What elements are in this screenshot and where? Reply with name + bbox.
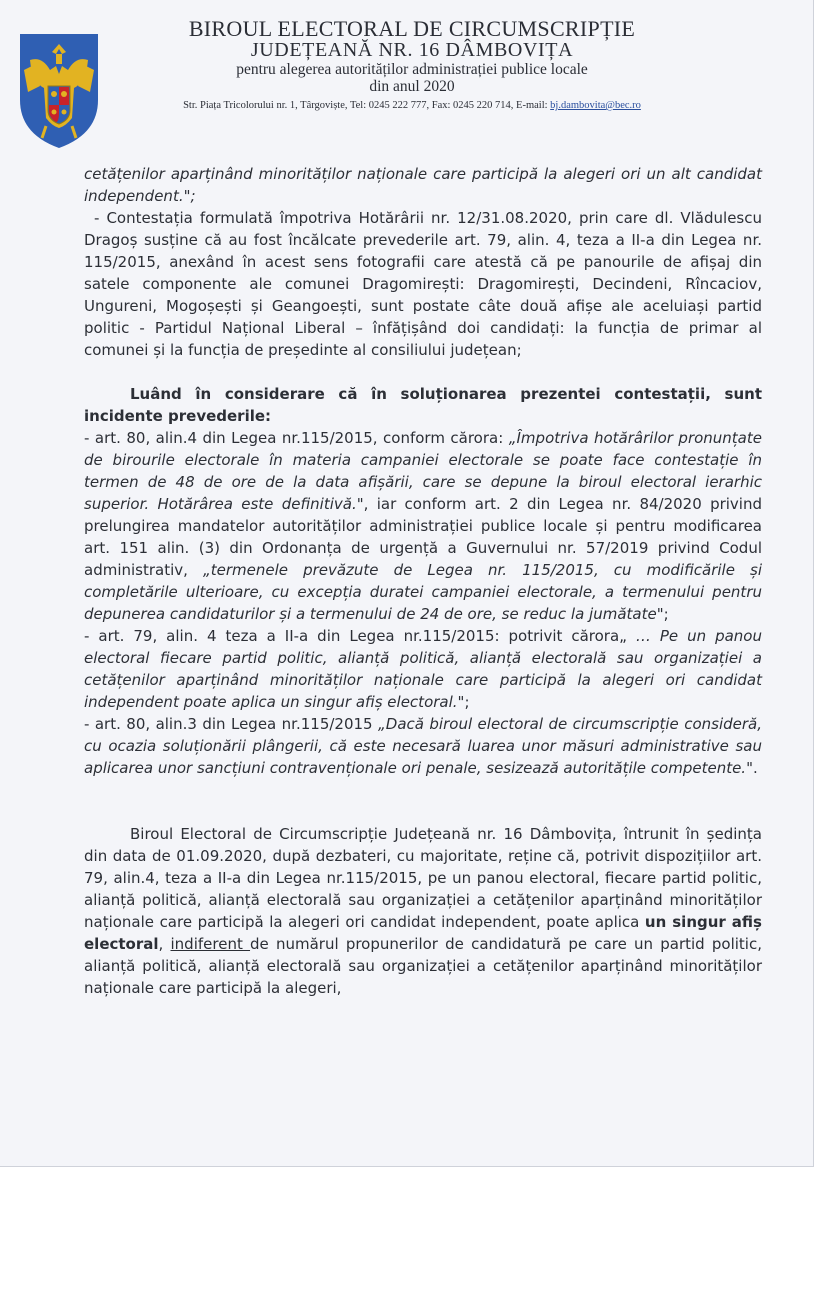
paragraph-art80-alin3 <box>84 713 762 779</box>
letterhead <box>112 18 712 117</box>
email-link[interactable]: bj.dambovita@bec.ro <box>550 100 641 111</box>
quote-run: „Dacă biroul electoral de circumscripție consideră, cu ocazia soluționării plângerii, că este necesară luarea unor măsuri administrative sau aplicarea unor sancțiuni contravenționale ori penale, sesizează autoritățile competente. <box>84 715 762 777</box>
bold-run: un singur afiș electoral <box>84 913 762 953</box>
underlined-run: indiferent <box>170 935 251 953</box>
institution-name: BIROUL ELECTORAL DE CIRCUMSCRIPȚIE <box>188 16 636 41</box>
text-run: "; <box>457 693 470 711</box>
text-run: - art. 80, alin.3 din Legea nr.115/2015 <box>84 715 379 733</box>
quote-run: … Pe un panou electoral fiecare partid politic, alianță politică, alianță electorală sau organizației a cetățenilor aparținând minorităților naționale care participă la alegeri ori candidat independent poate aplica un singur afiș electoral. <box>84 627 762 711</box>
quote-run: „Împotriva hotărârilor pronunțate de birourile electorale în materia campaniei electorale se poate face contestație în termen de 48 de ore de la data afișării, care se depune la biroul electoral ierarhic superior. Hotărârea este definitivă. <box>84 429 762 513</box>
text-run: - art. 79, alin. 4 teza a II-a din Legea nr.115/2015: potrivit cărora„ <box>84 627 636 645</box>
text-run: - art. 80, alin.4 din Legea nr.115/2015, conform cărora: <box>84 429 509 447</box>
romanian-coat-of-arms-icon <box>16 30 102 150</box>
text-run: de numărul propunerilor de candidatură pe care un partid politic, alianță politică, alianță electorală sau organizației a cetățenilor aparținând minorităților naționale care participă la alegeri, <box>84 935 762 997</box>
election-purpose: pentru alegerea autorităților administrației publice locale <box>236 61 588 78</box>
paragraph-art80-alin4 <box>84 427 762 625</box>
paragraph-art79-alin4 <box>84 625 762 713</box>
paragraph-contestation: - Contestația formulată împotriva Hotărârii nr. 12/31.08.2020, prin care dl. Vlădulescu Dragoș susține că au fost încălcate prevederile art. 79, alin. 4, teza a II-a din Legea nr. 115/2015, anexând în acest sens fotografii care atestă că pe panourile de afișaj din satele componente ale comunei Dragomirești: Dragomirești, Decindeni, Rîncaciov, Ungureni, Mogoșești și Geangoești, sunt postate câte două afișe ale aceluiași partid politic - Partidul Național Liberal – înfățișând doi candidați: la funcția de primar al comunei și la funcția de președinte al consiliului județean; <box>84 209 762 359</box>
text-run: "; <box>656 605 669 623</box>
contact-address: Str. Piața Tricolorului nr. 1, Târgoviște, Tel: 0245 222 777, Fax: 0245 220 714, E-mail: <box>183 100 551 111</box>
election-year: din anul 2020 <box>369 78 455 95</box>
paragraph-decision <box>84 823 762 999</box>
paragraph-continuation: cetățenilor aparținând minorităților naționale care participă la alegeri ori un alt candidat independent."; <box>84 165 762 205</box>
text-run: ". <box>746 759 758 777</box>
text-run: ", iar conform art. 2 din Legea nr. 84/2020 privind prelungirea mandatelor autorităților administrației publice locale și pentru modificarea art. 151 alin. (3) din Ordonanța de urgență a Guvernului nr. 57/2019 privind Codul administrativ, <box>84 495 762 579</box>
text-run: Biroul Electoral de Circumscripție Județeană nr. 16 Dâmbovița, întrunit în ședința din data de 01.09.2020, după dezbateri, cu majoritate, reține că, potrivit dispozițiilor art. 79, alin.4, teza a II-a din Legea nr.115/2015, pe un panou electoral, fiecare partid politic, alianță politică, alianță electorală sau organizației a cetățenilor aparținând minorităților naționale care participă la alegeri ori candidat independent, poate aplica <box>84 825 762 931</box>
contact-line <box>112 95 712 117</box>
document-body <box>84 163 762 999</box>
text-run: , <box>158 935 171 953</box>
quote-run: „termenele prevăzute de Legea nr. 115/2015, cu modificările și completările ulterioare, cu excepția duratei campaniei electorale, a termenului pentru depunerea candidaturilor și a termenului de 24 de ore, se reduc la jumătate <box>84 561 762 623</box>
paragraph-considering: Luând în considerare că în soluționarea prezentei contestații, sunt incidente prevederile: <box>84 385 762 425</box>
institution-county: JUDEȚEANĂ NR. 16 DÂMBOVIȚA <box>250 39 574 61</box>
